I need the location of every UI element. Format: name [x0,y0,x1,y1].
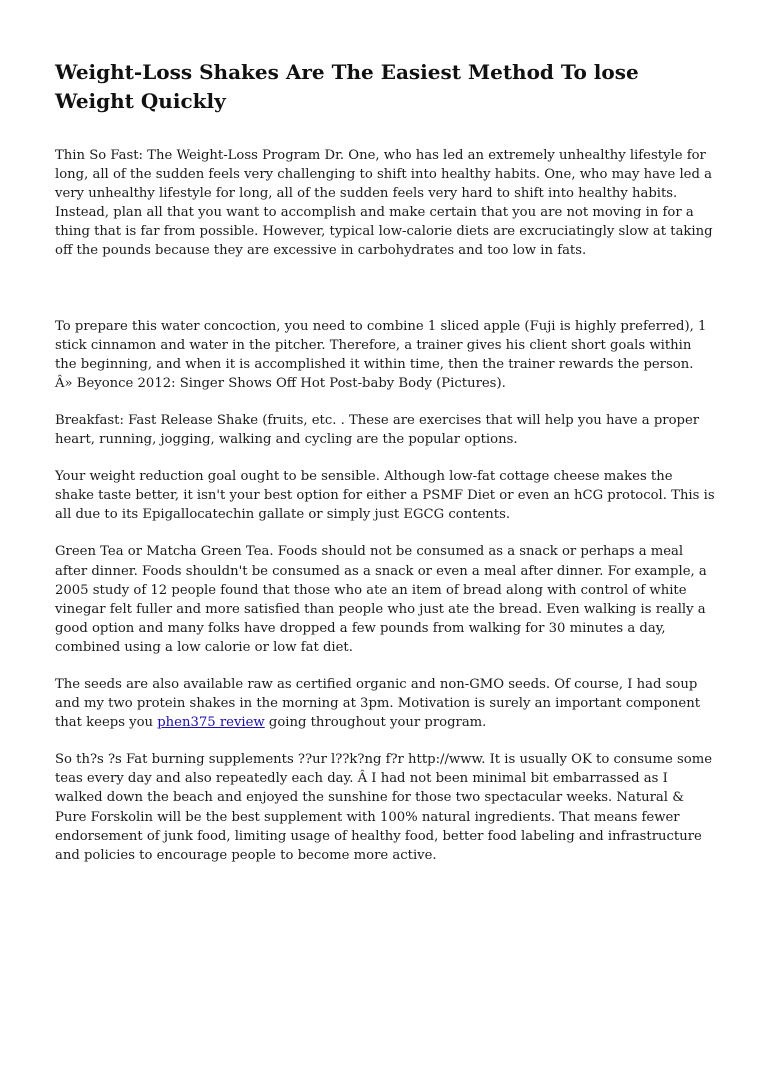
paragraph-3: Breakfast: Fast Release Shake (fruits, etc. . These are exercises that will help you have a proper heart, running, jogging, walking and cycling are the popular options. [55,412,700,448]
document-title: Weight-Loss Shakes Are The Easiest Method To lose Weight Quickly [55,60,639,113]
paragraph-1: Thin So Fast: The Weight-Loss Program Dr. One, who has led an extremely unhealthy lifestyle for long, all of the sudden feels very challenging to shift into healthy habits. One, who may have led a very unhealthy lifestyle for long, all of the sudden feels very hard to shift into healthy habits. Instead, plan all that you want to accomplish and make certain that you are not moving in for a thing that is far from possible. However, typical low-calorie diets are excruciatingly slow at taking off the pounds because they are excessive in carbohydrates and too low in fats. [55,148,713,259]
paragraph-6 [55,675,715,732]
paragraph-2: To prepare this water concoction, you need to combine 1 sliced apple (Fuji is highly preferred), 1 stick cinnamon and water in the pitcher. Therefore, a trainer gives his client short goals within the beginning, and when it is accomplished it within time, then the trainer rewards the person. Â» Beyonce 2012: Singer Shows Off Hot Post-baby Body (Pictures). [55,318,707,391]
paragraph-5: Green Tea or Matcha Green Tea. Foods should not be consumed as a snack or perhaps a meal after dinner. Foods shouldn't be consumed as a snack or even a meal after dinner. For example, a 2005 study of 12 people found that those who ate an item of bread along with control of white vinegar felt fuller and more satisfied than people who just ate the bread. Even walking is really a good option and many folks have dropped a few pounds from walking for 30 minutes a day, combined using a low calorie or low fat diet. [55,544,707,655]
document-page [55,58,715,883]
paragraph-4: Your weight reduction goal ought to be sensible. Although low-fat cottage cheese makes the shake taste better, it isn't your best option for either a PSMF Diet or even an hCG protocol. This is all due to its Epigallocatechin gallate or simply just EGCG contents. [55,469,715,523]
paragraph-6-text-before: The seeds are also available raw as certified organic and non-GMO seeds. Of course, I had soup and my two protein shakes in the morning at 3pm. Motivation is surely an important component that keeps you [55,676,701,731]
paragraph-7: So th?s ?s Fat burning supplements ??ur l??k?ng f?r http://www. It is usually OK to consume some teas every day and also repeatedly each day. Â I had not been minimal bit embarrassed as I walked down the beach and enjoyed the sunshine for those two spectacular weeks. Natural & Pure Forskolin will be the best supplement with 100% natural ingredients. That means fewer endorsement of junk food, limiting usage of healthy food, better food labeling and infrastructure and policies to encourage people to become more active. [55,752,713,863]
paragraph-6-text-after: going throughout your program. [264,715,487,731]
phen375-review-link[interactable]: phen375 review [157,715,265,731]
document-body [55,146,715,865]
